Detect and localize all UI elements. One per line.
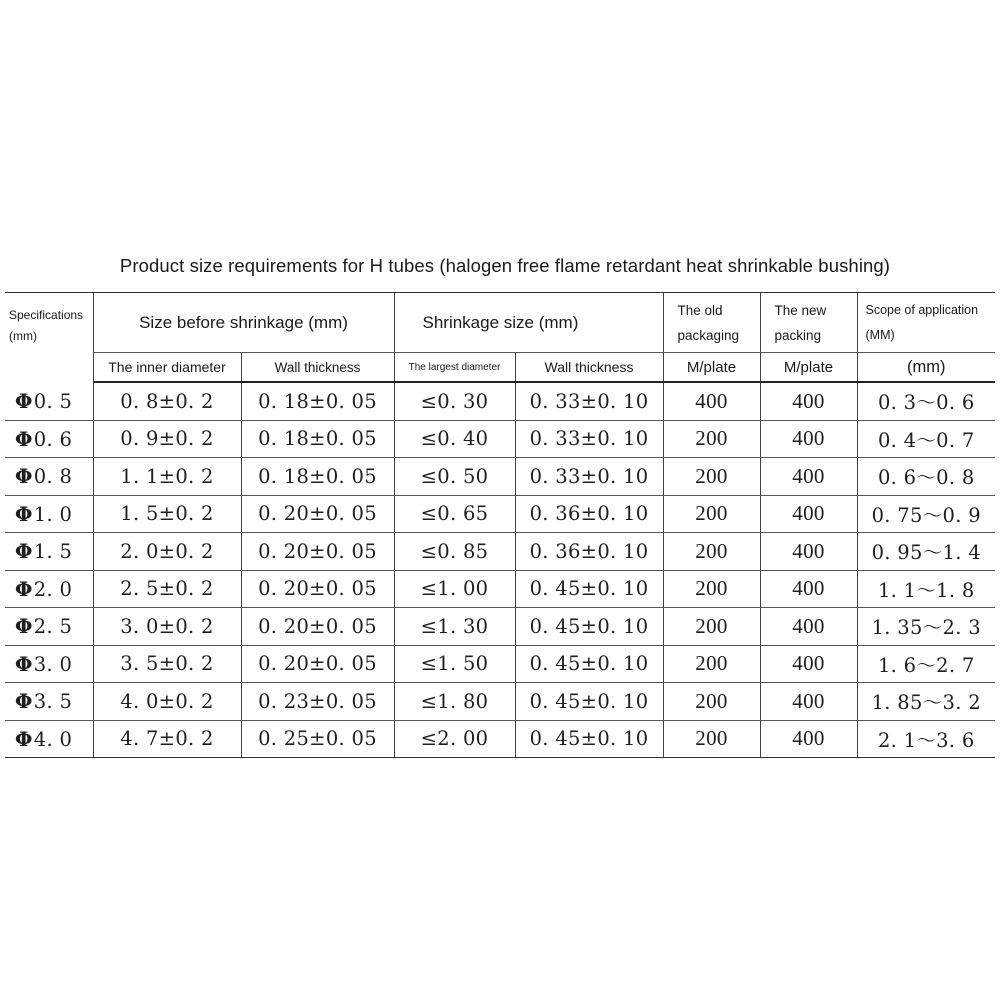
cell-spec (5, 533, 93, 571)
cell-wall-thickness: 0. 20±0. 05 (241, 495, 394, 533)
cell-old-packaging: 200 (663, 683, 760, 721)
cell-largest-diameter: ≤0. 40 (394, 420, 515, 458)
cell-new-packing: 400 (760, 720, 857, 758)
cell-wall-thickness: 0. 20±0. 05 (241, 533, 394, 571)
header-specifications-unit: (mm) (9, 329, 37, 343)
cell-new-packing: 400 (760, 608, 857, 646)
cell-old-packaging: 200 (663, 720, 760, 758)
cell-inner-diameter: 2. 0±0. 2 (93, 533, 241, 571)
header-old-packaging (663, 293, 760, 353)
cell-scope: 2. 1～3. 6 (857, 720, 995, 758)
cell-new-packing: 400 (760, 533, 857, 571)
cell-spec (5, 570, 93, 608)
cell-largest-diameter: ≤0. 65 (394, 495, 515, 533)
diameter-symbol: Φ (15, 726, 33, 751)
header-scope (857, 293, 995, 353)
cell-largest-diameter: ≤2. 00 (394, 720, 515, 758)
table-row (5, 570, 995, 608)
subheader-largest-diameter: The largest diameter (394, 353, 515, 383)
cell-scope: 1. 6～2. 7 (857, 645, 995, 683)
cell-old-packaging: 200 (663, 608, 760, 646)
cell-scope: 1. 85～3. 2 (857, 683, 995, 721)
cell-shrunk-wall-thickness: 0. 33±0. 10 (515, 382, 663, 420)
cell-spec (5, 683, 93, 721)
cell-scope: 0. 6～0. 8 (857, 458, 995, 496)
table-row (5, 533, 995, 571)
cell-old-packaging: 200 (663, 495, 760, 533)
cell-new-packing: 400 (760, 458, 857, 496)
cell-largest-diameter: ≤1. 30 (394, 608, 515, 646)
cell-largest-diameter: ≤0. 50 (394, 458, 515, 496)
diameter-symbol: Φ (15, 651, 33, 676)
diameter-symbol: Φ (15, 426, 33, 451)
table-row (5, 458, 995, 496)
header-specifications (5, 293, 93, 383)
spec-value: 4. 0 (33, 727, 73, 751)
header-shrinkage-size: Shrinkage size (mm) (394, 293, 663, 353)
subheader-old-unit: M/plate (663, 353, 760, 383)
cell-spec (5, 458, 93, 496)
cell-shrunk-wall-thickness: 0. 36±0. 10 (515, 495, 663, 533)
spec-value: 1. 0 (33, 502, 73, 526)
diameter-symbol: Φ (15, 501, 33, 526)
cell-inner-diameter: 1. 1±0. 2 (93, 458, 241, 496)
cell-scope: 1. 35～2. 3 (857, 608, 995, 646)
header-old-packaging-line1: The old (677, 302, 723, 318)
subheader-new-unit: M/plate (760, 353, 857, 383)
cell-shrunk-wall-thickness: 0. 45±0. 10 (515, 720, 663, 758)
cell-wall-thickness: 0. 20±0. 05 (241, 645, 394, 683)
header-new-packing-line2: packing (774, 327, 822, 343)
header-new-packing (760, 293, 857, 353)
cell-new-packing: 400 (760, 570, 857, 608)
spec-value: 3. 5 (33, 690, 73, 714)
table-row (5, 495, 995, 533)
cell-old-packaging: 200 (663, 533, 760, 571)
cell-shrunk-wall-thickness: 0. 45±0. 10 (515, 608, 663, 646)
spec-table (5, 292, 995, 758)
cell-new-packing: 400 (760, 645, 857, 683)
cell-wall-thickness: 0. 18±0. 05 (241, 420, 394, 458)
subheader-inner-diameter: The inner diameter (93, 353, 241, 383)
cell-scope: 0. 95～1. 4 (857, 533, 995, 571)
cell-new-packing: 400 (760, 683, 857, 721)
cell-shrunk-wall-thickness: 0. 45±0. 10 (515, 683, 663, 721)
cell-shrunk-wall-thickness: 0. 33±0. 10 (515, 458, 663, 496)
cell-largest-diameter: ≤1. 80 (394, 683, 515, 721)
header-size-before: Size before shrinkage (mm) (93, 293, 394, 353)
cell-scope: 1. 1～1. 8 (857, 570, 995, 608)
cell-spec (5, 382, 93, 420)
cell-largest-diameter: ≤0. 30 (394, 382, 515, 420)
header-specifications-label: Specifications (9, 308, 84, 322)
cell-inner-diameter: 4. 0±0. 2 (93, 683, 241, 721)
cell-shrunk-wall-thickness: 0. 36±0. 10 (515, 533, 663, 571)
diameter-symbol: Φ (15, 576, 33, 601)
table-row (5, 720, 995, 758)
cell-largest-diameter: ≤1. 00 (394, 570, 515, 608)
subheader-wall-thickness-2: Wall thickness (515, 353, 663, 383)
cell-old-packaging: 200 (663, 458, 760, 496)
cell-inner-diameter: 4. 7±0. 2 (93, 720, 241, 758)
diameter-symbol: Φ (15, 614, 33, 639)
cell-new-packing: 400 (760, 420, 857, 458)
cell-inner-diameter: 3. 0±0. 2 (93, 608, 241, 646)
cell-old-packaging: 200 (663, 420, 760, 458)
diameter-symbol: Φ (15, 689, 33, 714)
table-title: Product size requirements for H tubes (halogen free flame retardant heat shrinkable bushing) (119, 255, 891, 276)
cell-old-packaging: 200 (663, 570, 760, 608)
cell-wall-thickness: 0. 18±0. 05 (241, 382, 394, 420)
diameter-symbol: Φ (15, 464, 33, 489)
cell-wall-thickness: 0. 20±0. 05 (241, 570, 394, 608)
spec-value: 0. 8 (33, 465, 73, 489)
header-scope-line2: (MM) (865, 327, 895, 342)
cell-spec (5, 495, 93, 533)
cell-spec (5, 608, 93, 646)
cell-scope: 0. 3～0. 6 (857, 382, 995, 420)
spec-value: 3. 0 (33, 652, 73, 676)
table-row (5, 645, 995, 683)
spec-value: 0. 6 (33, 427, 73, 451)
cell-new-packing: 400 (760, 382, 857, 420)
cell-inner-diameter: 0. 8±0. 2 (93, 382, 241, 420)
cell-inner-diameter: 3. 5±0. 2 (93, 645, 241, 683)
header-scope-line1: Scope of application (865, 302, 979, 317)
table-row (5, 382, 995, 420)
cell-shrunk-wall-thickness: 0. 45±0. 10 (515, 570, 663, 608)
header-row (5, 293, 995, 353)
cell-inner-diameter: 1. 5±0. 2 (93, 495, 241, 533)
table-row (5, 683, 995, 721)
cell-wall-thickness: 0. 23±0. 05 (241, 683, 394, 721)
cell-largest-diameter: ≤0. 85 (394, 533, 515, 571)
spec-value: 2. 5 (33, 615, 73, 639)
cell-wall-thickness: 0. 20±0. 05 (241, 608, 394, 646)
cell-spec (5, 420, 93, 458)
subheader-row (5, 353, 995, 383)
cell-spec (5, 645, 93, 683)
subheader-scope-unit: (mm) (857, 353, 995, 383)
subheader-wall-thickness: Wall thickness (241, 353, 394, 383)
header-old-packaging-line2: packaging (677, 327, 740, 343)
spec-value: 1. 5 (33, 540, 73, 564)
cell-wall-thickness: 0. 25±0. 05 (241, 720, 394, 758)
cell-scope: 0. 4～0. 7 (857, 420, 995, 458)
cell-shrunk-wall-thickness: 0. 45±0. 10 (515, 645, 663, 683)
spec-value: 0. 5 (33, 389, 73, 413)
cell-largest-diameter: ≤1. 50 (394, 645, 515, 683)
cell-wall-thickness: 0. 18±0. 05 (241, 458, 394, 496)
table-row (5, 608, 995, 646)
cell-old-packaging: 400 (663, 382, 760, 420)
cell-inner-diameter: 0. 9±0. 2 (93, 420, 241, 458)
cell-inner-diameter: 2. 5±0. 2 (93, 570, 241, 608)
diameter-symbol: Φ (15, 388, 33, 413)
cell-old-packaging: 200 (663, 645, 760, 683)
cell-spec (5, 720, 93, 758)
header-new-packing-line1: The new (774, 302, 827, 318)
cell-scope: 0. 75～0. 9 (857, 495, 995, 533)
cell-new-packing: 400 (760, 495, 857, 533)
table-row (5, 420, 995, 458)
spec-value: 2. 0 (33, 577, 73, 601)
cell-shrunk-wall-thickness: 0. 33±0. 10 (515, 420, 663, 458)
diameter-symbol: Φ (15, 539, 33, 564)
